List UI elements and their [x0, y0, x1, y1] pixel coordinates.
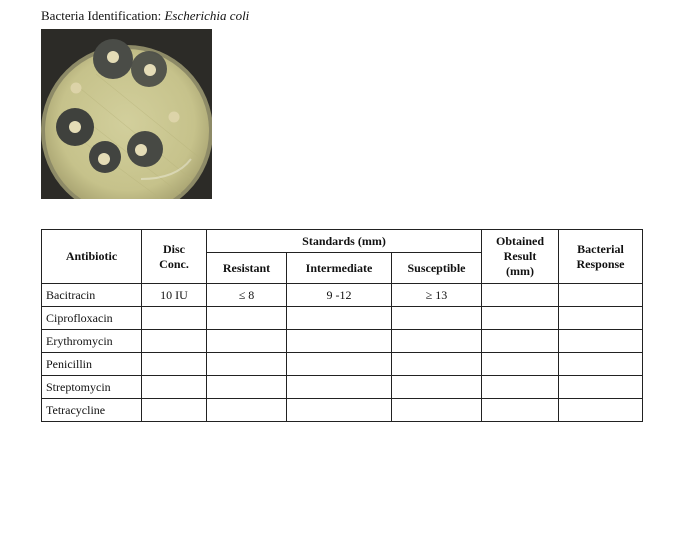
antibiotic-disc	[135, 144, 147, 156]
cell-obtained-result[interactable]	[482, 284, 559, 307]
cell-resistant	[207, 376, 287, 399]
cell-susceptible	[392, 307, 482, 330]
cell-disc-conc	[142, 307, 207, 330]
cell-bacterial-response[interactable]	[559, 307, 643, 330]
cell-bacterial-response[interactable]	[559, 353, 643, 376]
cell-resistant	[207, 330, 287, 353]
cell-disc-conc	[142, 330, 207, 353]
header-bacterial-response: Bacterial Response	[559, 230, 643, 284]
header-intermediate: Intermediate	[287, 253, 392, 284]
cell-obtained-result[interactable]	[482, 307, 559, 330]
cell-obtained-result[interactable]	[482, 353, 559, 376]
cell-disc-conc: 10 IU	[142, 284, 207, 307]
cell-resistant	[207, 307, 287, 330]
cell-resistant: ≤ 8	[207, 284, 287, 307]
cell-susceptible: ≥ 13	[392, 284, 482, 307]
cell-susceptible	[392, 399, 482, 422]
cell-intermediate	[287, 330, 392, 353]
cell-resistant	[207, 399, 287, 422]
cell-intermediate: 9 -12	[287, 284, 392, 307]
cell-bacterial-response[interactable]	[559, 399, 643, 422]
cell-susceptible	[392, 330, 482, 353]
table-row	[42, 376, 643, 399]
heading-prefix: Bacteria Identification:	[41, 8, 165, 23]
cell-obtained-result[interactable]	[482, 376, 559, 399]
cell-bacterial-response[interactable]	[559, 284, 643, 307]
header-obtained-result: Obtained Result (mm)	[482, 230, 559, 284]
agar-plate-photo	[41, 29, 212, 199]
cell-disc-conc	[142, 353, 207, 376]
antibiotic-disc	[71, 83, 82, 94]
table-row	[42, 307, 643, 330]
cell-antibiotic: Bacitracin	[42, 284, 142, 307]
cell-antibiotic: Penicillin	[42, 353, 142, 376]
header-resistant: Resistant	[207, 253, 287, 284]
header-susceptible: Susceptible	[392, 253, 482, 284]
cell-obtained-result[interactable]	[482, 330, 559, 353]
page-heading	[41, 8, 249, 24]
cell-intermediate	[287, 399, 392, 422]
table-row	[42, 399, 643, 422]
cell-antibiotic: Tetracycline	[42, 399, 142, 422]
cell-antibiotic: Streptomycin	[42, 376, 142, 399]
antibiotic-disc	[69, 121, 81, 133]
header-antibiotic: Antibiotic	[42, 230, 142, 284]
table-row	[42, 353, 643, 376]
cell-bacterial-response[interactable]	[559, 376, 643, 399]
header-disc-conc: Disc Conc.	[142, 230, 207, 284]
cell-antibiotic: Erythromycin	[42, 330, 142, 353]
cell-obtained-result[interactable]	[482, 399, 559, 422]
cell-antibiotic: Ciprofloxacin	[42, 307, 142, 330]
antibiotic-standards-table	[41, 229, 643, 422]
cell-susceptible	[392, 376, 482, 399]
antibiotic-disc	[169, 112, 180, 123]
cell-resistant	[207, 353, 287, 376]
table-row	[42, 330, 643, 353]
antibiotic-disc	[144, 64, 156, 76]
cell-intermediate	[287, 353, 392, 376]
antibiotic-disc	[107, 51, 119, 63]
header-standards: Standards (mm)	[207, 230, 482, 253]
cell-bacterial-response[interactable]	[559, 330, 643, 353]
heading-organism: Escherichia coli	[164, 8, 250, 23]
cell-disc-conc	[142, 376, 207, 399]
cell-intermediate	[287, 307, 392, 330]
cell-disc-conc	[142, 399, 207, 422]
cell-intermediate	[287, 376, 392, 399]
cell-susceptible	[392, 353, 482, 376]
table-row	[42, 284, 643, 307]
antibiotic-disc	[98, 153, 110, 165]
